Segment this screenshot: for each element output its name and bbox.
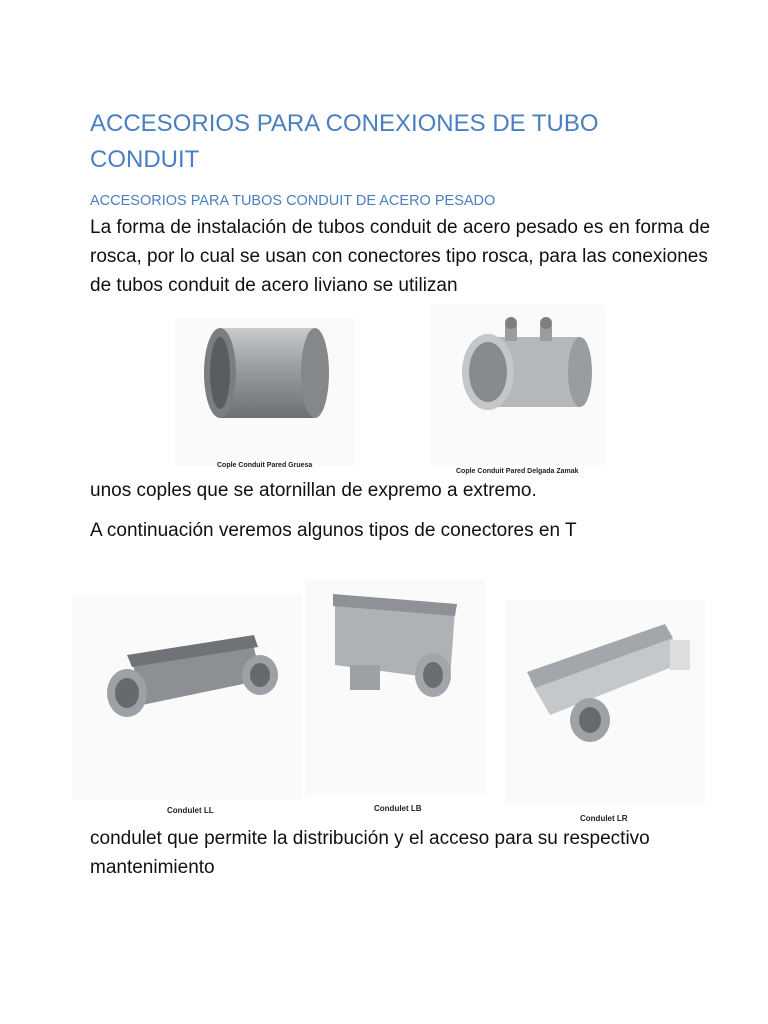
condulet-ll-caption: Condulet LL <box>167 806 214 815</box>
cople-pared-gruesa-image <box>175 318 355 469</box>
conectores-paragraph: A continuación veremos algunos tipos de conectores en T <box>90 520 577 541</box>
cople-paragraph: unos coples que se atornillan de expremo a extremo. <box>90 480 537 501</box>
condulet-ll-image <box>72 595 302 800</box>
page-title: ACCESORIOS PARA CONEXIONES DE TUBO CONDUIT <box>90 110 599 173</box>
condulet-lr-caption: Condulet LR <box>580 814 628 823</box>
section-subtitle: ACCESORIOS PARA TUBOS CONDUIT DE ACERO PESADO <box>90 193 496 209</box>
intro-paragraph: La forma de instalación de tubos conduit de acero pesado es en forma de rosca, por lo cual se usan con conectores tipo rosca, para las conexiones de tubos conduit de acero liviano se utilizan <box>90 217 711 296</box>
cople-delgada-caption: Cople Conduit Pared Delgada Zamak <box>456 468 579 475</box>
condulet-lr-image <box>505 600 705 805</box>
cople-pared-delgada-image <box>430 305 605 465</box>
condulet-paragraph: condulet que permite la distribución y el acceso para su respectivo mantenimiento <box>90 828 650 878</box>
condulet-lb-image <box>305 580 485 795</box>
cople-gruesa-caption: Cople Conduit Pared Gruesa <box>217 462 313 469</box>
condulet-lb-caption: Condulet LB <box>374 804 422 813</box>
